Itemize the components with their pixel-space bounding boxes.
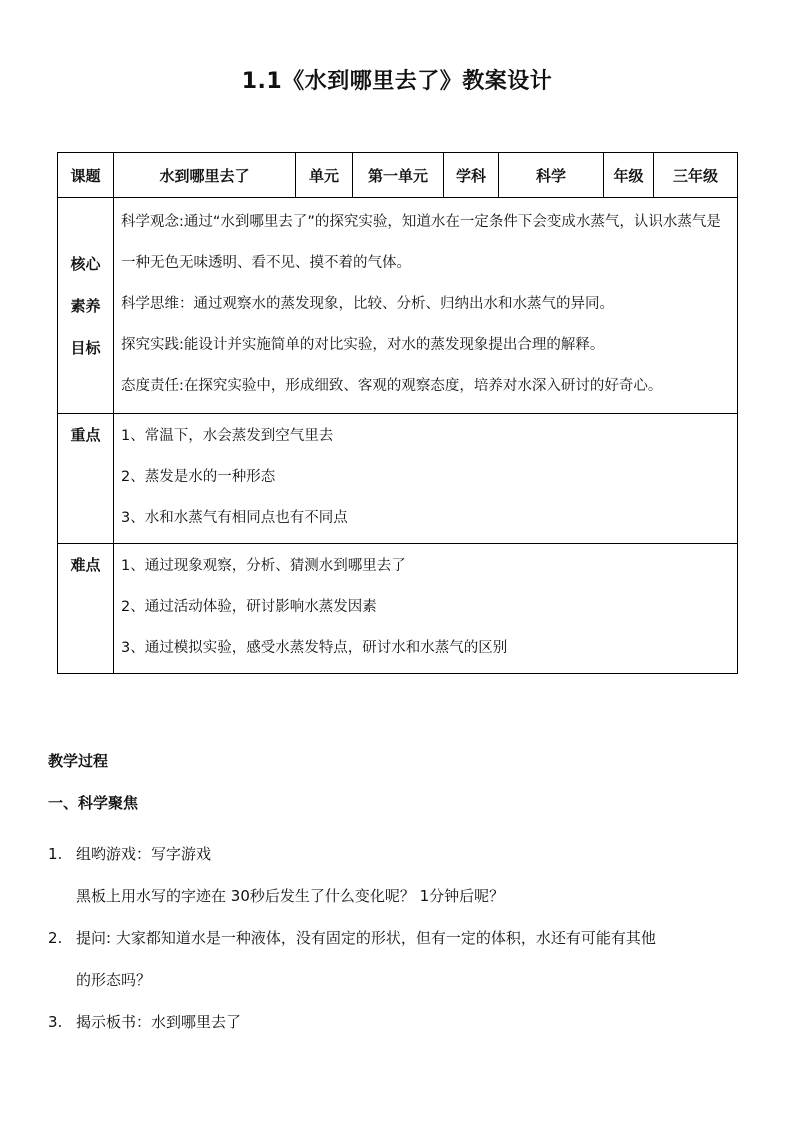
- core-goals-row: [58, 198, 738, 414]
- item-text: 提问: 大家都知道水是一种液体，没有固定的形状，但有一定的体积，水还有可能有其他: [76, 929, 656, 947]
- item-number: 2.: [48, 929, 63, 947]
- section-heading: 一、科学聚焦: [48, 794, 139, 812]
- key-point-item: 3、水和水蒸气有相同点也有不同点: [121, 510, 348, 526]
- process-list: [48, 833, 768, 1043]
- difficult-point-item: 1、通过现象观察，分析、猜测水到哪里去了: [121, 558, 406, 574]
- grade-label: 年级: [604, 153, 654, 198]
- key-points-label: 重点: [58, 414, 114, 544]
- list-item: [48, 1001, 768, 1043]
- core-goal-paragraph: 科学观念:通过“水到哪里去了”的探究实验，知道水在一定条件下会变成水蒸气，认识水蒸气是一种无色无味透明、看不见、摸不着的气体。: [121, 214, 721, 271]
- difficult-point-item: 2、通过活动体验，研讨影响水蒸发因素: [121, 599, 377, 615]
- item-number: 3.: [48, 1013, 63, 1031]
- core-label-line: 目标: [70, 338, 101, 357]
- unit-label: 单元: [296, 153, 353, 198]
- key-point-item: 1、常温下，水会蒸发到空气里去: [121, 428, 334, 444]
- core-goal-paragraph: 探究实践:能设计并实施简单的对比实验，对水的蒸发现象提出合理的解释。: [121, 337, 605, 353]
- item-number: 1.: [48, 845, 63, 863]
- difficult-points-row: [58, 544, 738, 674]
- list-item: [48, 917, 768, 959]
- subject-value: 科学: [499, 153, 604, 198]
- process-heading: 教学过程: [48, 752, 109, 770]
- lesson-plan-table: [57, 152, 738, 674]
- topic-value: 水到哪里去了: [114, 153, 296, 198]
- key-points-content: [114, 414, 738, 544]
- document-title: 1.1《水到哪里去了》教案设计: [241, 69, 553, 94]
- item-text: 组哟游戏：写字游戏: [76, 845, 212, 863]
- header-row: [58, 153, 738, 198]
- key-points-row: [58, 414, 738, 544]
- item-continuation: 黑板上用水写的字迹在 30秒后发生了什么变化呢？ 1分钟后呢？: [76, 887, 505, 905]
- core-label-line: 核心: [70, 254, 101, 273]
- core-goal-paragraph: 态度责任:在探究实验中，形成细致、客观的观察态度，培养对水深入研讨的好奇心。: [121, 378, 663, 394]
- core-goals-label: [58, 198, 114, 414]
- item-text: 揭示板书：水到哪里去了: [76, 1013, 242, 1031]
- unit-value: 第一单元: [353, 153, 444, 198]
- key-point-item: 2、蒸发是水的一种形态: [121, 469, 276, 485]
- topic-label: 课题: [58, 153, 114, 198]
- difficult-points-label: 难点: [58, 544, 114, 674]
- subject-label: 学科: [444, 153, 499, 198]
- core-label-line: 素养: [70, 296, 101, 315]
- grade-value: 三年级: [654, 153, 738, 198]
- core-goal-paragraph: 科学思维：通过观察水的蒸发现象，比较、分析、归纳出水和水蒸气的异同。: [121, 296, 614, 312]
- difficult-point-item: 3、通过模拟实验，感受水蒸发特点，研讨水和水蒸气的区别: [121, 640, 508, 656]
- item-continuation: 的形态吗？: [76, 971, 152, 989]
- difficult-points-content: [114, 544, 738, 674]
- core-goals-content: [114, 198, 738, 414]
- list-item: [48, 833, 768, 875]
